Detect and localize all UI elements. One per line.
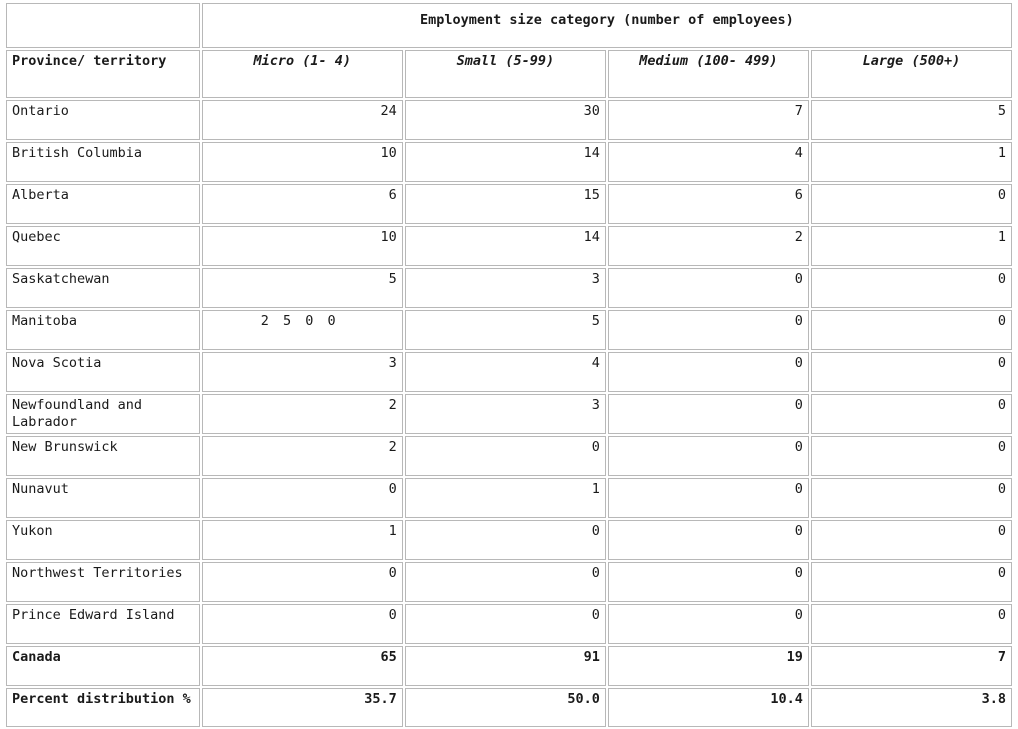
small-cell: 14 — [405, 142, 606, 182]
small-cell: 15 — [405, 184, 606, 224]
province-cell: Nunavut — [6, 478, 200, 518]
small-cell: 0 — [405, 520, 606, 560]
medium-cell: 0 — [608, 520, 809, 560]
small-cell: 3 — [405, 268, 606, 308]
micro-cell: 10 — [202, 142, 403, 182]
medium-cell: 6 — [608, 184, 809, 224]
micro-cell: 2 — [202, 394, 403, 434]
province-cell: British Columbia — [6, 142, 200, 182]
small-cell: 4 — [405, 352, 606, 392]
header-small: Small (5-99) — [405, 50, 606, 98]
small-cell: 30 — [405, 100, 606, 140]
table-row — [6, 520, 1012, 560]
province-cell: Saskatchewan — [6, 268, 200, 308]
micro-cell: 0 — [202, 562, 403, 602]
medium-cell: 0 — [608, 562, 809, 602]
percent-row — [6, 688, 1012, 727]
micro-cell: 24 — [202, 100, 403, 140]
table-row — [6, 604, 1012, 644]
total-small: 91 — [405, 646, 606, 686]
micro-cell: 2 — [202, 436, 403, 476]
table-row — [6, 562, 1012, 602]
header-medium: Medium (100- 499) — [608, 50, 809, 98]
table-row — [6, 226, 1012, 266]
medium-cell: 0 — [608, 268, 809, 308]
micro-cell: 3 — [202, 352, 403, 392]
table-row — [6, 268, 1012, 308]
empty-corner-cell — [6, 3, 200, 48]
table-row — [6, 478, 1012, 518]
province-cell: Alberta — [6, 184, 200, 224]
large-cell: 0 — [811, 184, 1012, 224]
province-cell: Prince Edward Island — [6, 604, 200, 644]
percent-large: 3.8 — [811, 688, 1012, 727]
micro-cell: 1 — [202, 520, 403, 560]
table-row — [6, 100, 1012, 140]
medium-cell: 0 — [608, 436, 809, 476]
micro-cell: 2 5 0 0 — [202, 310, 403, 350]
large-cell: 0 — [811, 310, 1012, 350]
province-cell: Yukon — [6, 520, 200, 560]
medium-cell: 0 — [608, 310, 809, 350]
large-cell: 0 — [811, 268, 1012, 308]
percent-medium: 10.4 — [608, 688, 809, 727]
micro-cell: 0 — [202, 478, 403, 518]
small-cell: 0 — [405, 562, 606, 602]
table-row — [6, 142, 1012, 182]
small-cell: 14 — [405, 226, 606, 266]
table-row — [6, 184, 1012, 224]
header-province: Province/ territory — [6, 50, 200, 98]
micro-cell: 0 — [202, 604, 403, 644]
total-large: 7 — [811, 646, 1012, 686]
large-cell: 5 — [811, 100, 1012, 140]
small-cell: 0 — [405, 436, 606, 476]
large-cell: 1 — [811, 226, 1012, 266]
header-micro: Micro (1- 4) — [202, 50, 403, 98]
percent-small: 50.0 — [405, 688, 606, 727]
large-cell: 0 — [811, 562, 1012, 602]
table-row — [6, 436, 1012, 476]
medium-cell: 4 — [608, 142, 809, 182]
table-banner-title: Employment size category (number of employees) — [202, 3, 1012, 48]
medium-cell: 0 — [608, 604, 809, 644]
small-cell: 5 — [405, 310, 606, 350]
header-row — [6, 50, 1012, 98]
micro-cell: 5 — [202, 268, 403, 308]
medium-cell: 0 — [608, 478, 809, 518]
medium-cell: 7 — [608, 100, 809, 140]
table-row — [6, 310, 1012, 350]
province-cell: New Brunswick — [6, 436, 200, 476]
medium-cell: 0 — [608, 352, 809, 392]
province-cell: Nova Scotia — [6, 352, 200, 392]
medium-cell: 0 — [608, 394, 809, 434]
large-cell: 0 — [811, 520, 1012, 560]
large-cell: 0 — [811, 394, 1012, 434]
table-row — [6, 352, 1012, 392]
small-cell: 3 — [405, 394, 606, 434]
large-cell: 0 — [811, 436, 1012, 476]
medium-cell: 2 — [608, 226, 809, 266]
banner-row — [6, 3, 1012, 48]
total-medium: 19 — [608, 646, 809, 686]
micro-cell: 6 — [202, 184, 403, 224]
small-cell: 0 — [405, 604, 606, 644]
province-cell: Quebec — [6, 226, 200, 266]
percent-micro: 35.7 — [202, 688, 403, 727]
province-cell: Northwest Territories — [6, 562, 200, 602]
large-cell: 0 — [811, 352, 1012, 392]
total-micro: 65 — [202, 646, 403, 686]
table-row — [6, 394, 1012, 434]
province-cell: Ontario — [6, 100, 200, 140]
large-cell: 0 — [811, 478, 1012, 518]
province-cell: Newfoundland and Labrador — [6, 394, 200, 434]
total-row — [6, 646, 1012, 686]
large-cell: 1 — [811, 142, 1012, 182]
header-large: Large (500+) — [811, 50, 1012, 98]
micro-cell: 10 — [202, 226, 403, 266]
employment-size-table — [4, 1, 1014, 729]
province-cell: Manitoba — [6, 310, 200, 350]
percent-label: Percent distribution % — [6, 688, 200, 727]
total-label: Canada — [6, 646, 200, 686]
small-cell: 1 — [405, 478, 606, 518]
large-cell: 0 — [811, 604, 1012, 644]
